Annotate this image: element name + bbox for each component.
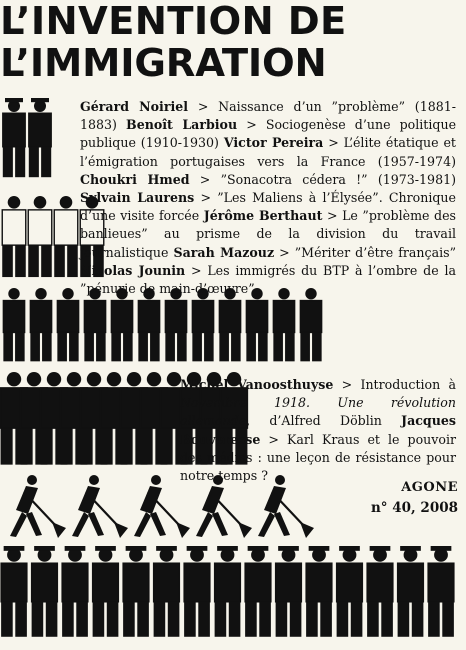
toc-entry (80, 172, 456, 187)
worker-figure (111, 288, 132, 361)
worker-figure (93, 546, 119, 637)
digging-worker-figure (72, 475, 128, 538)
worker-figure (154, 546, 180, 637)
worker-figure (2, 196, 26, 277)
worker-figure (428, 546, 454, 637)
toc-entry (174, 245, 457, 260)
toc-title: Sociogenèse d’une politique publique (1910-1930) (80, 117, 457, 151)
worker-figure (138, 288, 159, 361)
toc-title: Introduction à (360, 377, 456, 392)
worker-figure (29, 98, 51, 177)
toc-title: ”Mériter d’être français” (294, 244, 457, 260)
worker-figure (123, 546, 149, 637)
toc-separator: > (185, 262, 208, 278)
table-of-contents-second (180, 376, 456, 485)
toc-title: ”Les Maliens à l’Élysée”. Chronique d’une visite forcée (80, 190, 457, 224)
table-of-contents (80, 98, 456, 298)
worker-figure (1, 546, 27, 637)
toc-separator: > (333, 377, 361, 392)
toc-title: ”Sonacotra cédera !” (1973-1981) (220, 171, 457, 187)
worker-figure (54, 196, 78, 277)
toc-author: Jacques Bouveresse (180, 413, 456, 447)
worker-figure (300, 288, 321, 361)
toc-author: Nicolas Jounin (80, 262, 186, 278)
digging-worker-figure (10, 475, 66, 538)
issue-number: n° 40, 2008 (370, 500, 458, 516)
worker-figure (184, 546, 210, 637)
worker-figure (84, 288, 105, 361)
toc-title: Le ”problème des banlieues” au prisme de la division du travail journalistique (80, 208, 456, 260)
worker-figure (28, 196, 52, 277)
toc-title: , d’Alfred Döblin (246, 413, 402, 429)
worker-figure (30, 288, 51, 361)
publisher-name: AGONE (401, 480, 458, 495)
worker-figure (245, 546, 271, 637)
toc-title: Karl Kraus et le pouvoir des médias : une leçon de résistance pour notre temps ? (180, 431, 457, 484)
worker-figure (273, 288, 294, 361)
toc-entry (80, 263, 456, 296)
worker-figure (62, 546, 88, 637)
toc-author: Michel Vanoosthuyse (180, 377, 334, 392)
worker-figure (398, 546, 424, 637)
toc-author: Sylvain Laurens (80, 190, 195, 206)
toc-separator: > (323, 135, 344, 151)
toc-separator: > (189, 171, 221, 187)
toc-separator: > (237, 117, 266, 133)
toc-separator: > (274, 244, 295, 260)
worker-figure (3, 98, 25, 177)
worker-figure (219, 288, 240, 361)
toc-author: Benoît Larbiou (126, 117, 238, 133)
worker-figure (337, 546, 363, 637)
toc-title-italic: Novembre 1918. Une révolution allemande (180, 395, 456, 429)
cover-title-line-2: L’IMMIGRATION (0, 41, 327, 86)
toc-separator: > (260, 431, 287, 447)
toc-author: Sarah Mazouz (173, 244, 275, 260)
toc-title: L’élite étatique et l’émigration portugaises vers la France (1957-1974) (80, 135, 456, 169)
toc-author: Choukri Hmed (80, 171, 190, 187)
toc-separator: > (194, 190, 218, 206)
toc-author: Jérôme Berthaut (203, 208, 323, 224)
worker-figure (57, 288, 78, 361)
worker-figure (306, 546, 332, 637)
toc-author: Gérard Noiriel (80, 99, 189, 114)
worker-figure (215, 546, 241, 637)
worker-figure (276, 546, 302, 637)
toc-title: Les immigrés du BTP à l’ombre de la ”pénurie de main-d’œuvre” (80, 262, 456, 297)
worker-figure (165, 288, 186, 361)
cover-title-line-1: L’INVENTION DE (0, 0, 347, 44)
worker-figure (32, 546, 58, 637)
worker-figure (367, 546, 393, 637)
toc-separator: > (188, 99, 219, 114)
worker-figure (246, 288, 267, 361)
worker-figure (3, 288, 24, 361)
toc-separator: > (322, 208, 343, 224)
worker-figure (192, 288, 213, 361)
toc-title: Naissance d’un ”problème” (1881-1883) (80, 99, 456, 133)
toc-author: Victor Pereira (223, 135, 324, 151)
